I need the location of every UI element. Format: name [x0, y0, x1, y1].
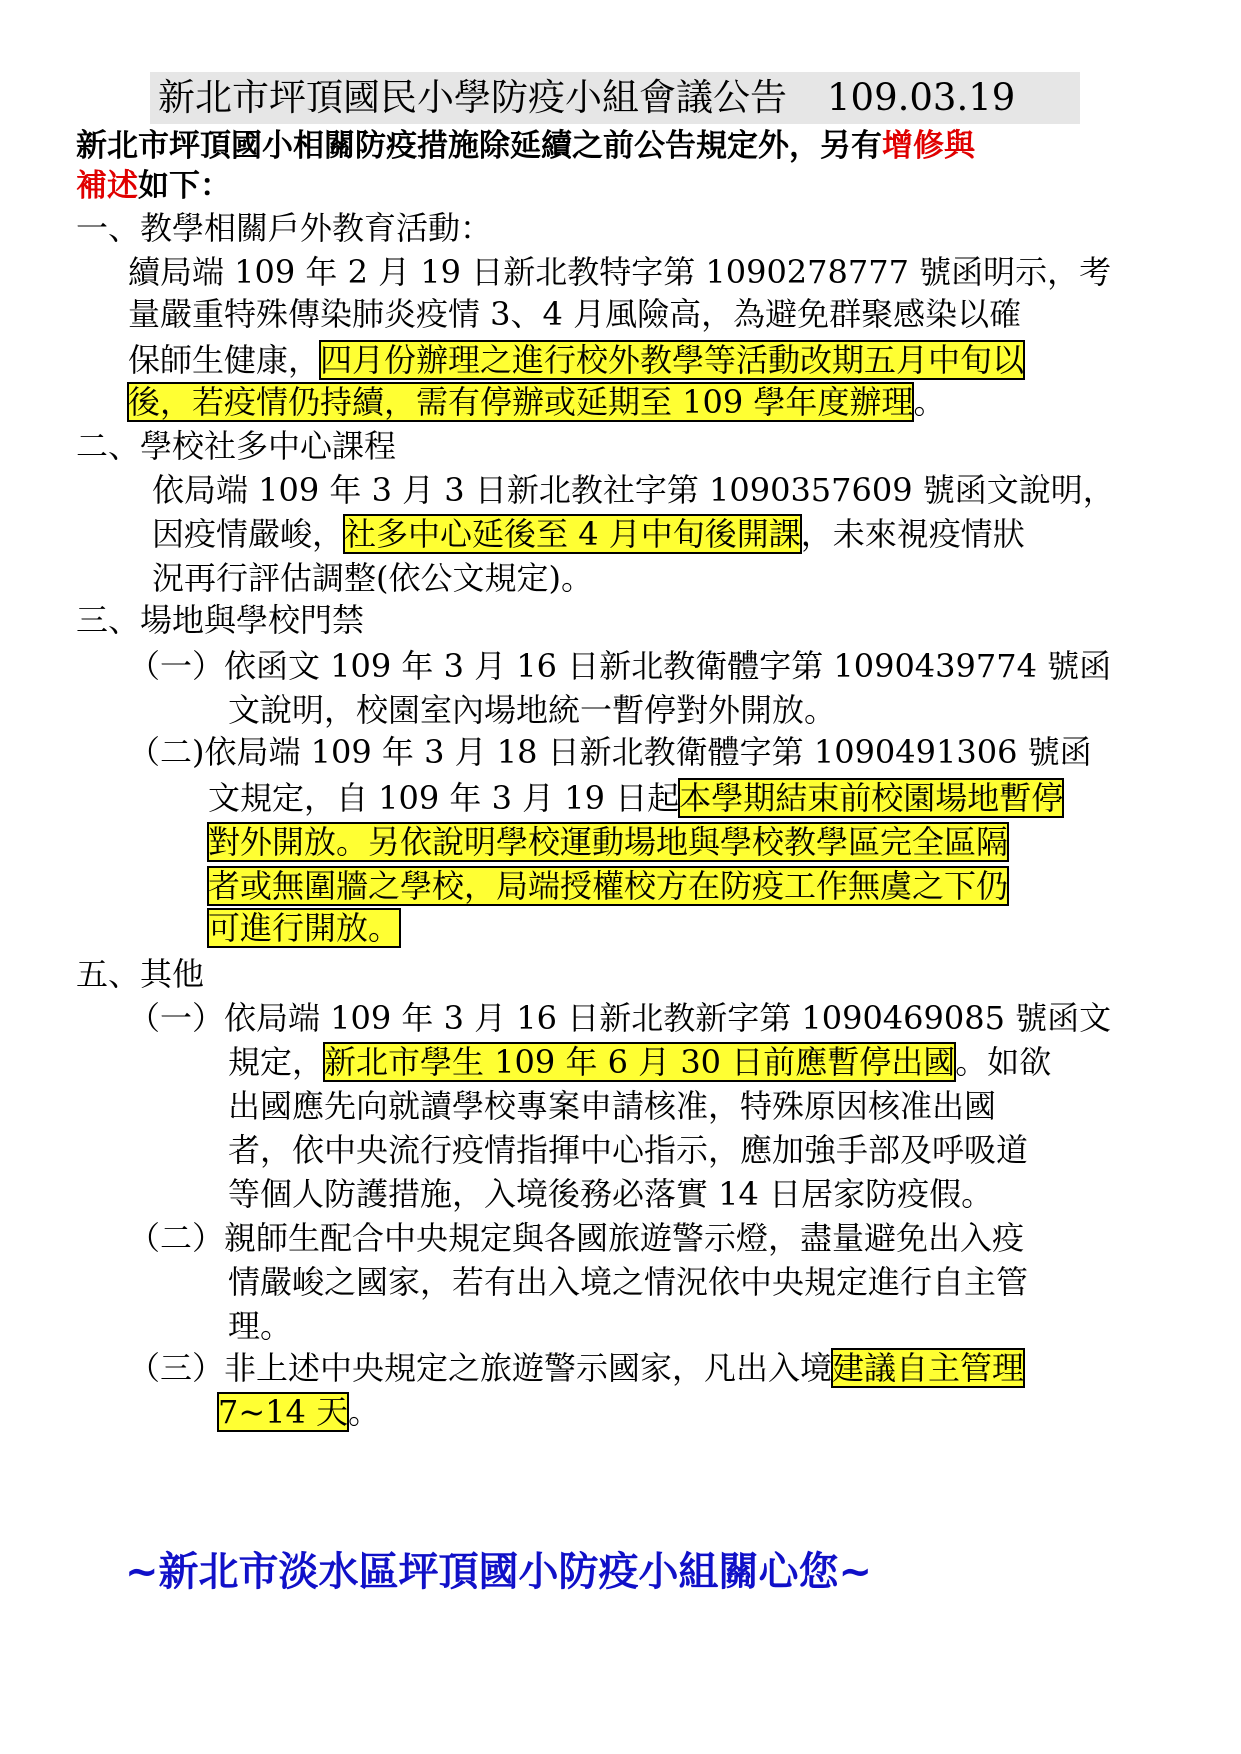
closing-message: ~新北市淡水區坪頂國小防疫小組關心您~ — [125, 1549, 873, 1595]
highlighted-text: 可進行開放。 — [208, 909, 401, 947]
intro-line-1 — [76, 124, 975, 168]
section-5-line: 情嚴峻之國家，若有出入境之情況依中央規定進行自主管 — [228, 1263, 1029, 1301]
section-5-line: 者，依中央流行疫情指揮中心指示，應加強手部及呼吸道 — [228, 1131, 1029, 1169]
section-3-line — [208, 864, 1008, 908]
intro-highlight-red: 補述 — [76, 168, 138, 204]
section-5-line: 等個人防護措施，入境後務必落實 14 日居家防疫假。 — [228, 1175, 994, 1213]
section-5-line: （一）依局端 109 年 3 月 16 日新北教新字第 1090469085 號函文 — [128, 999, 1112, 1037]
intro-text: 如下： — [138, 168, 231, 204]
announcement-title — [150, 72, 1080, 124]
section-3-line: （一）依函文 109 年 3 月 16 日新北教衛體字第 1090439774 號函 — [128, 647, 1112, 685]
highlighted-text: 對外開放。另依說明學校運動場地與學校教學區完全區隔 — [208, 823, 1009, 861]
highlighted-text: 建議自主管理 — [832, 1349, 1025, 1387]
intro-line-2 — [76, 164, 231, 208]
text-segment: 。 — [348, 1393, 381, 1431]
text-segment: 文規定，自 109 年 3 月 19 日起 — [208, 779, 680, 817]
highlighted-text: 本學期結束前校園場地暫停 — [679, 779, 1064, 817]
section-1-line: 續局端 109 年 2 月 19 日新北教特字第 1090278777 號函明示，考 — [128, 253, 1112, 291]
intro-highlight-red: 增修與 — [882, 128, 975, 164]
text-segment: （三）非上述中央規定之旅遊警示國家，凡出入境 — [128, 1349, 833, 1387]
section-5-heading: 五、其他 — [76, 955, 205, 993]
section-5-line — [228, 1040, 1051, 1084]
text-segment: ，未來視疫情狀 — [800, 515, 1025, 553]
text-segment: 因疫情嚴峻， — [152, 515, 345, 553]
text-segment: 規定， — [228, 1043, 325, 1081]
section-1-line — [128, 380, 945, 424]
section-2-line — [152, 512, 1025, 556]
section-5-line: 理。 — [228, 1307, 293, 1345]
title-date: 109.03.19 — [827, 76, 1016, 119]
highlighted-text: 社多中心延後至 4 月中旬後開課 — [344, 515, 801, 553]
highlighted-text: 新北市學生 109 年 6 月 30 日前應暫停出國 — [324, 1043, 956, 1081]
section-3-line — [208, 776, 1063, 820]
intro-text: 新北市坪頂國小相關防疫措施除延續之前公告規定外，另有 — [76, 128, 882, 164]
section-3-line: 文說明，校園室內場地統一暫停對外開放。 — [228, 691, 837, 729]
text-segment: 保師生健康， — [128, 341, 321, 379]
highlighted-text: 四月份辦理之進行校外教學等活動改期五月中旬以 — [320, 341, 1025, 379]
highlighted-text: 者或無圍牆之學校，局端授權校方在防疫工作無虞之下仍 — [208, 867, 1009, 905]
section-2-heading: 二、學校社多中心課程 — [76, 427, 397, 465]
section-2-line: 況再行評估調整(依公文規定)。 — [152, 559, 593, 597]
highlighted-text: 後，若疫情仍持續，需有停辦或延期至 109 學年度辦理 — [128, 383, 914, 421]
section-3-heading: 三、場地與學校門禁 — [76, 601, 365, 639]
text-segment: 。如欲 — [955, 1043, 1052, 1081]
section-5-line — [218, 1390, 380, 1434]
section-3-line — [208, 820, 1008, 864]
section-5-line: （二）親師生配合中央規定與各國旅遊警示燈，盡量避免出入疫 — [128, 1219, 1025, 1257]
section-5-line — [128, 1346, 1024, 1390]
text-segment: 。 — [913, 383, 946, 421]
section-1-line — [128, 338, 1024, 382]
title-text: 新北市坪頂國民小學防疫小組會議公告 — [158, 76, 787, 119]
section-5-line: 出國應先向就讀學校專案申請核准，特殊原因核准出國 — [228, 1087, 997, 1125]
section-3-line — [208, 906, 400, 950]
section-3-line: （二)依局端 109 年 3 月 18 日新北教衛體字第 1090491306 號函 — [128, 733, 1092, 771]
section-1-heading: 一、教學相關戶外教育活動： — [76, 209, 493, 247]
section-1-line: 量嚴重特殊傳染肺炎疫情 3、4 月風險高，為避免群聚感染以確 — [128, 295, 1022, 333]
highlighted-text: 7~14 天 — [218, 1393, 349, 1431]
section-2-line: 依局端 109 年 3 月 3 日新北教社字第 1090357609 號函文說明， — [152, 471, 1115, 509]
